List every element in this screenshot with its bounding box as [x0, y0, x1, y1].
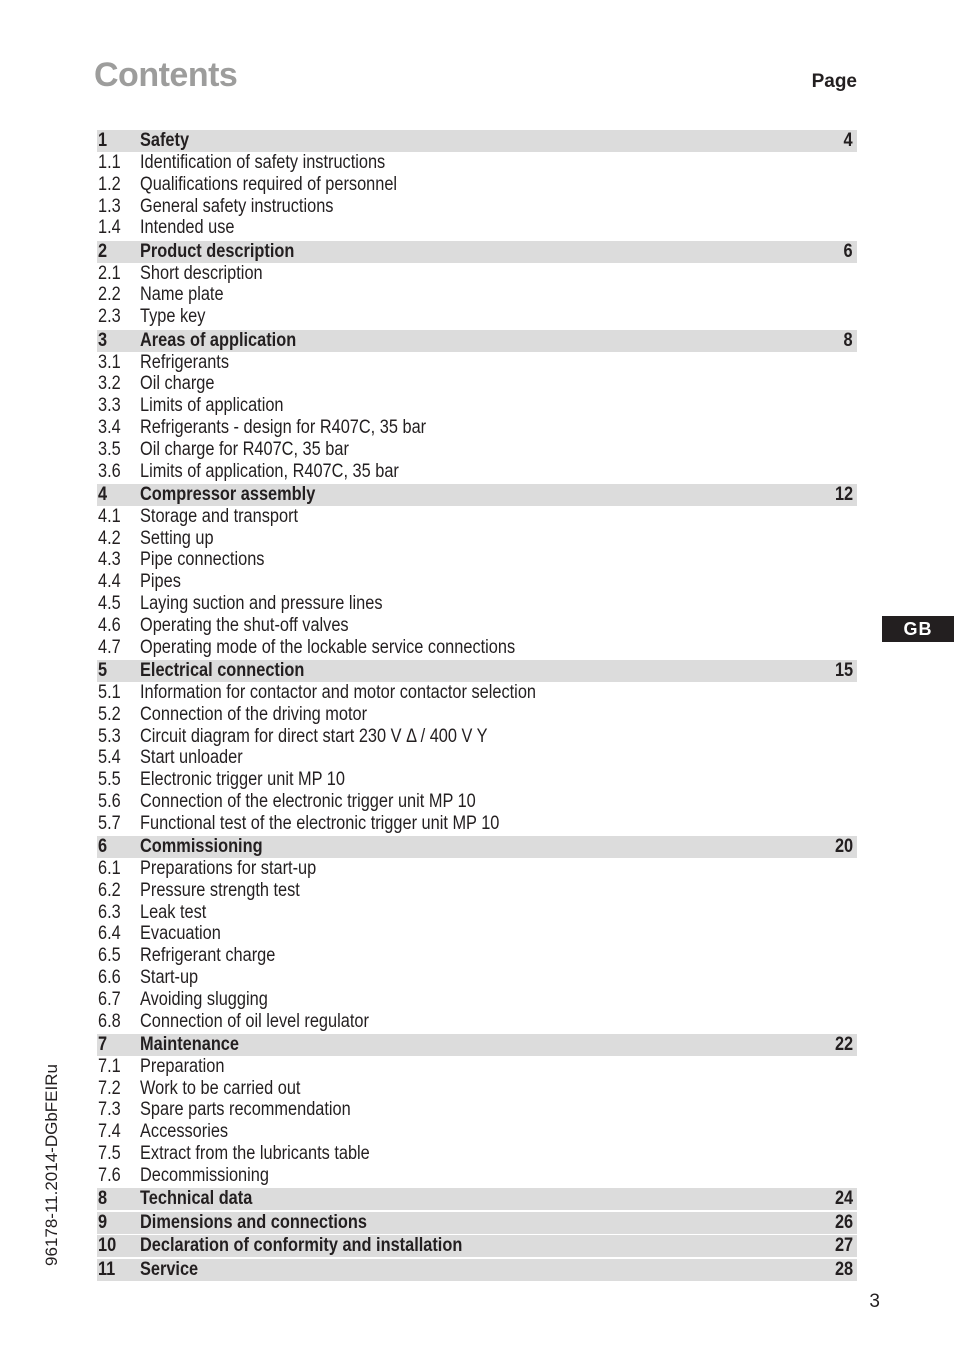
page-number: 3 — [869, 1291, 880, 1312]
toc-label: Avoiding slugging — [140, 988, 268, 1010]
toc-label: Preparation — [140, 1055, 225, 1077]
toc-label: Work to be carried out — [140, 1077, 301, 1099]
toc-section-row — [97, 769, 857, 791]
toc-label: Areas of application — [140, 329, 297, 351]
toc-section-row — [97, 1056, 857, 1078]
toc-label: Start unloader — [140, 747, 243, 769]
toc-chapter-row — [97, 330, 857, 352]
toc-number: 4.5 — [98, 593, 121, 615]
toc-chapter-row — [97, 1235, 857, 1257]
toc-number: 3.2 — [98, 373, 121, 395]
toc-chapter-row — [97, 1188, 857, 1210]
toc-number: 7.3 — [98, 1099, 121, 1121]
toc-section-row — [97, 637, 857, 659]
toc-chapter-row — [97, 1034, 857, 1056]
toc-label: Laying suction and pressure lines — [140, 593, 383, 615]
toc-number: 9 — [98, 1211, 108, 1233]
toc-label: Setting up — [140, 527, 214, 549]
toc-number: 4.3 — [98, 549, 121, 571]
toc-label: Accessories — [140, 1121, 229, 1143]
toc-number: 5 — [98, 659, 108, 681]
toc-section-row — [97, 439, 857, 461]
toc-number: 3.6 — [98, 460, 121, 482]
toc-section-row — [97, 549, 857, 571]
toc-number: 6.8 — [98, 1010, 121, 1032]
toc-number: 4.7 — [98, 636, 121, 658]
toc-number: 6.2 — [98, 879, 121, 901]
toc-page-number: 28 — [834, 1258, 853, 1280]
toc-label: Information for contactor and motor contactor selection — [140, 681, 536, 703]
toc-section-row — [97, 593, 857, 615]
toc-section-row — [97, 880, 857, 902]
toc-section-row — [97, 352, 857, 374]
toc-label: Electrical connection — [140, 659, 305, 681]
toc-label: Limits of application, R407C, 35 bar — [140, 460, 399, 482]
toc-chapter-row — [97, 1259, 857, 1281]
toc-label: Functional test of the electronic trigger unit MP 10 — [140, 812, 500, 834]
toc-section-row — [97, 1099, 857, 1121]
toc-section-row — [97, 417, 857, 439]
toc-section-row — [97, 945, 857, 967]
toc-label: Pipes — [140, 571, 181, 593]
toc-number: 5.1 — [98, 681, 121, 703]
toc-section-row — [97, 902, 857, 924]
toc-number: 6.1 — [98, 858, 121, 880]
toc-label: Oil charge — [140, 373, 215, 395]
toc-number: 2 — [98, 240, 108, 262]
toc-section-row — [97, 989, 857, 1011]
toc-section-row — [97, 373, 857, 395]
toc-number: 5.5 — [98, 769, 121, 791]
toc-label: Leak test — [140, 901, 207, 923]
toc-number: 5.7 — [98, 812, 121, 834]
toc-label: Pipe connections — [140, 549, 265, 571]
toc-label: Dimensions and connections — [140, 1211, 367, 1233]
toc-section-row — [97, 1121, 857, 1143]
toc-chapter-row — [97, 130, 857, 152]
toc-label: Intended use — [140, 217, 235, 239]
toc-label: Circuit diagram for direct start 230 V Δ / 400 V Y — [140, 725, 488, 747]
toc-page-number: 22 — [834, 1033, 853, 1055]
page-title: Contents — [94, 56, 238, 94]
toc-label: Refrigerant charge — [140, 945, 276, 967]
toc-label: Technical data — [140, 1188, 253, 1210]
toc-label: Short description — [140, 262, 263, 284]
toc-section-row — [97, 217, 857, 239]
toc-section-row — [97, 682, 857, 704]
toc-number: 3.5 — [98, 438, 121, 460]
toc-number: 3.3 — [98, 395, 121, 417]
toc-number: 2.1 — [98, 262, 121, 284]
toc-label: Electronic trigger unit MP 10 — [140, 769, 345, 791]
toc-label: Type key — [140, 306, 206, 328]
toc-section-row — [97, 284, 857, 306]
toc-section-row — [97, 1078, 857, 1100]
toc-number: 7.2 — [98, 1077, 121, 1099]
toc-number: 5.2 — [98, 703, 121, 725]
toc-section-row — [97, 967, 857, 989]
toc-number: 4.2 — [98, 527, 121, 549]
toc-section-row — [97, 571, 857, 593]
toc-label: Qualifications required of personnel — [140, 173, 398, 195]
toc-label: Extract from the lubricants table — [140, 1143, 370, 1165]
toc-number: 3.4 — [98, 416, 121, 438]
toc-number: 7.4 — [98, 1121, 121, 1143]
toc-label: General safety instructions — [140, 195, 334, 217]
toc-number: 8 — [98, 1188, 108, 1210]
toc-number: 1 — [98, 130, 108, 151]
toc-number: 5.3 — [98, 725, 121, 747]
toc-page-number: 8 — [843, 329, 853, 351]
toc-number: 5.6 — [98, 790, 121, 812]
toc-number: 10 — [98, 1235, 117, 1257]
toc-number: 6.7 — [98, 988, 121, 1010]
toc-label: Compressor assembly — [140, 483, 316, 505]
toc-number: 1.4 — [98, 217, 121, 239]
toc-section-row — [97, 152, 857, 174]
toc-page-number: 26 — [834, 1211, 853, 1233]
toc-number: 1.2 — [98, 173, 121, 195]
table-of-contents — [97, 130, 857, 1281]
toc-section-row — [97, 858, 857, 880]
toc-section-row — [97, 528, 857, 550]
toc-number: 7.5 — [98, 1143, 121, 1165]
toc-section-row — [97, 747, 857, 769]
toc-number: 1.3 — [98, 195, 121, 217]
toc-number: 2.2 — [98, 284, 121, 306]
toc-label: Safety — [140, 130, 190, 151]
toc-section-row — [97, 174, 857, 196]
toc-label: Connection of the electronic trigger unit MP 10 — [140, 790, 476, 812]
toc-page-number: 4 — [843, 130, 853, 151]
toc-number: 4.6 — [98, 614, 121, 636]
toc-label: Refrigerants — [140, 351, 230, 373]
toc-chapter-row — [97, 1212, 857, 1234]
toc-page-number: 20 — [834, 836, 853, 858]
toc-chapter-row — [97, 241, 857, 263]
toc-label: Pressure strength test — [140, 879, 300, 901]
toc-number: 6 — [98, 836, 108, 858]
toc-chapter-row — [97, 836, 857, 858]
toc-section-row — [97, 813, 857, 835]
document-code: 96178-11.2014-DGbFEIRu — [42, 1064, 61, 1266]
toc-section-row — [97, 395, 857, 417]
toc-label: Maintenance — [140, 1033, 239, 1055]
toc-label: Preparations for start-up — [140, 858, 317, 880]
toc-section-row — [97, 726, 857, 748]
toc-label: Identification of safety instructions — [140, 152, 386, 173]
page-column-label: Page — [811, 71, 857, 92]
toc-section-row — [97, 461, 857, 483]
toc-section-row — [97, 263, 857, 285]
toc-number: 4 — [98, 483, 108, 505]
toc-page-number: 12 — [834, 483, 853, 505]
toc-label: Connection of the driving motor — [140, 703, 368, 725]
toc-section-row — [97, 704, 857, 726]
toc-label: Operating the shut-off valves — [140, 614, 349, 636]
toc-label: Spare parts recommendation — [140, 1099, 351, 1121]
toc-number: 3.1 — [98, 351, 121, 373]
toc-section-row — [97, 1011, 857, 1033]
toc-number: 6.4 — [98, 923, 121, 945]
toc-label: Product description — [140, 240, 295, 262]
toc-label: Start-up — [140, 967, 199, 988]
toc-label: Operating mode of the lockable service connections — [140, 636, 516, 658]
toc-number: 7 — [98, 1033, 108, 1055]
toc-number: 2.3 — [98, 306, 121, 328]
toc-label: Service — [140, 1258, 199, 1280]
toc-page-number: 27 — [834, 1235, 853, 1257]
toc-label: Declaration of conformity and installation — [140, 1235, 463, 1257]
toc-number: 7.6 — [98, 1164, 121, 1186]
toc-number: 4.4 — [98, 571, 121, 593]
toc-section-row — [97, 791, 857, 813]
toc-label: Connection of oil level regulator — [140, 1010, 369, 1032]
toc-chapter-row — [97, 484, 857, 506]
toc-label: Name plate — [140, 284, 224, 306]
toc-section-row — [97, 1143, 857, 1165]
toc-section-row — [97, 1165, 857, 1187]
toc-number: 4.1 — [98, 505, 121, 527]
toc-section-row — [97, 306, 857, 328]
toc-page-number: 24 — [834, 1188, 853, 1210]
language-tab: GB — [882, 616, 954, 642]
toc-label: Evacuation — [140, 923, 221, 945]
toc-page-number: 15 — [834, 659, 853, 681]
toc-label: Limits of application — [140, 395, 284, 417]
toc-number: 11 — [98, 1258, 116, 1280]
toc-section-row — [97, 615, 857, 637]
toc-number: 7.1 — [98, 1055, 121, 1077]
toc-chapter-row — [97, 660, 857, 682]
toc-number: 5.4 — [98, 747, 121, 769]
toc-label: Oil charge for R407C, 35 bar — [140, 438, 349, 460]
toc-label: Storage and transport — [140, 505, 299, 527]
toc-page-number: 6 — [843, 240, 853, 262]
toc-label: Commissioning — [140, 836, 263, 858]
toc-label: Refrigerants - design for R407C, 35 bar — [140, 416, 427, 438]
toc-section-row — [97, 506, 857, 528]
toc-number: 3 — [98, 329, 108, 351]
toc-number: 6.3 — [98, 901, 121, 923]
toc-number: 6.6 — [98, 967, 121, 988]
toc-number: 1.1 — [98, 152, 121, 173]
toc-label: Decommissioning — [140, 1164, 269, 1186]
toc-number: 6.5 — [98, 945, 121, 967]
toc-section-row — [97, 923, 857, 945]
toc-section-row — [97, 196, 857, 218]
